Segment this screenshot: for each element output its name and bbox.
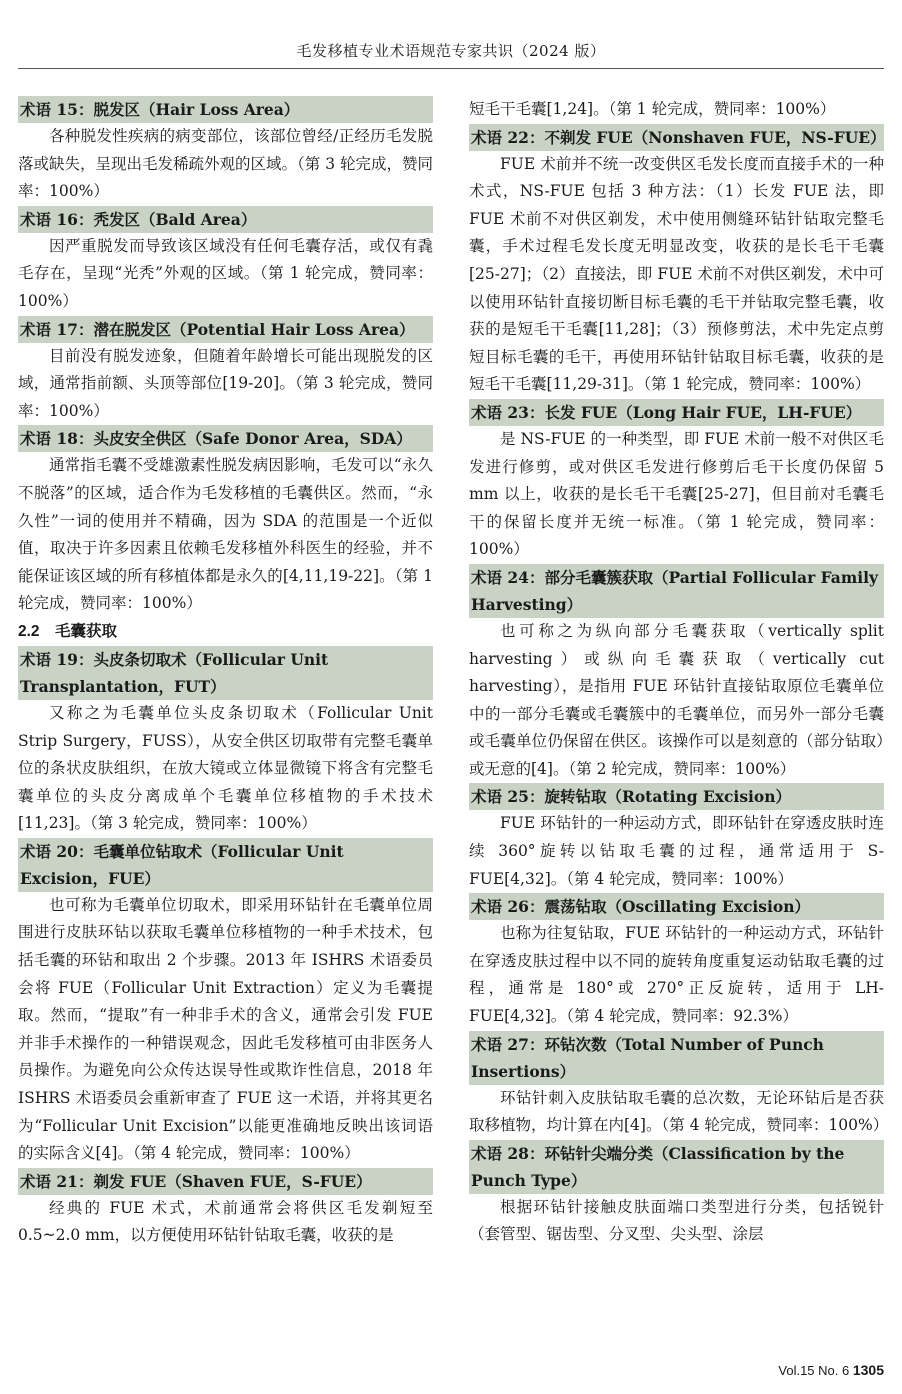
- running-header: 毛发移植专业术语规范专家共识（2024 版）: [296, 42, 606, 60]
- paragraph: 也可称为毛囊单位切取术，即采用环钻针在毛囊单位周围进行皮肤环钻以获取毛囊单位移植物的一种手术技术，包括毛囊的环钻和取出 2 个步骤。2013 年 ISHRS 术语委员会将 FUE（Follicular Unit Extraction）定义为毛囊提取。然而，“提取”有一种非手术的含义，通常会引发 FUE 并非手术操作的一种错误观念，因此毛发移植可由非医务人员操作。为避免向公众传达误导性或欺诈性信息，2018 年 ISHRS 术语委员会重新审查了 FUE 这一术语，并将其更名为“Follicular Unit Excision”以能更准确地反映出该词语的实际含义[4]。（第 4 轮完成，赞同率：100%）: [18, 895, 433, 1163]
- paragraph: 是 NS-FUE 的一种类型，即 FUE 术前一般不对供区毛发进行修剪，或对供区毛发进行修剪后毛干长度仍保留 5 mm 以上，收获的是长毛干毛囊[25-27]，但目前对毛囊毛干的保留长度并无统一标准。（第 1 轮完成，赞同率：100%）: [469, 429, 884, 559]
- paragraph: FUE 术前并不统一改变供区毛发长度而直接手术的一种术式，NS-FUE 包括 3 种方法：（1）长发 FUE 法，即 FUE 术前不对供区剃发，术中使用侧缝环钻针钻取完整毛囊，手术过程毛发长度无明显改变，收获的是长毛干毛囊[25-27]；（2）直接法，即 FUE 术前不对供区剃发，术中可以使用环钻针直接切断目标毛囊的毛干并钻取完整毛囊，收获的是短毛干毛囊[11,28]；（3）预修剪法，术中先定点剪短目标毛囊的毛干，再使用环钻针钻取目标毛囊，收获的是短毛干毛囊[11,29-31]。（第 1 轮完成，赞同率：100%）: [469, 154, 884, 394]
- term-heading: 术语 22：不剃发 FUE（Nonshaven FUE，NS-FUE）: [469, 124, 884, 151]
- paragraph: 根据环钻针接触皮肤面端口类型进行分类，包括锐针（套管型、锯齿型、分叉型、尖头型、涂层: [469, 1197, 884, 1244]
- section-heading: 2.2 毛囊获取: [18, 622, 118, 640]
- header-rule: [18, 68, 884, 69]
- paragraph: 经典的 FUE 术式，术前通常会将供区毛发剃短至 0.5~2.0 mm，以方便使用环钻针钻取毛囊，收获的是: [18, 1198, 433, 1245]
- page-footer: [778, 1362, 884, 1378]
- term-heading: 术语 21：剃发 FUE（Shaven FUE，S-FUE）: [18, 1168, 433, 1195]
- paragraph: 也称为往复钻取，FUE 环钻针的一种运动方式，环钻针在穿透皮肤过程中以不同的旋转角度重复运动钻取毛囊的过程，通常是 180°或 270°正反旋转，适用于 LH-FUE[4,32]。（第 4 轮完成，赞同率：92.3%）: [469, 924, 884, 1026]
- paragraph: 环钻针刺入皮肤钻取毛囊的总次数，无论环钻后是否获取移植物，均计算在内[4]。（第 4 轮完成，赞同率：100%）: [469, 1088, 889, 1135]
- term-heading: 术语 27：环钻次数（Total Number of Punch Insertions）: [469, 1031, 884, 1085]
- term-heading: 术语 17：潜在脱发区（Potential Hair Loss Area）: [18, 316, 433, 343]
- left-column: [18, 96, 433, 1250]
- paragraph: 因严重脱发而导致该区域没有任何毛囊存活，或仅有毳毛存在，呈现“光秃”外观的区域。（第 1 轮完成，赞同率：100%）: [18, 236, 433, 310]
- paragraph: 目前没有脱发迹象，但随着年龄增长可能出现脱发的区域，通常指前额、头顶等部位[19-20]。（第 3 轮完成，赞同率：100%）: [18, 346, 433, 420]
- right-column: [469, 96, 889, 1249]
- volume-info: Vol.15 No. 6: [778, 1363, 850, 1378]
- term-heading: 术语 15：脱发区（Hair Loss Area）: [18, 96, 433, 123]
- paragraph: FUE 环钻针的一种运动方式，即环钻针在穿透皮肤时连续 360°旋转以钻取毛囊的过程，通常适用于 S-FUE[4,32]。（第 4 轮完成，赞同率：100%）: [469, 814, 884, 888]
- paragraph: 短毛干毛囊[1,24]。（第 1 轮完成，赞同率：100%）: [469, 100, 836, 118]
- term-heading: 术语 26：震荡钻取（Oscillating Excision）: [469, 893, 884, 920]
- page-number: 1305: [852, 1362, 884, 1378]
- term-heading: 术语 16：秃发区（Bald Area）: [18, 206, 433, 233]
- paragraph: 各种脱发性疾病的病变部位，该部位曾经/正经历毛发脱落或缺失，呈现出毛发稀疏外观的区域。（第 3 轮完成，赞同率：100%）: [18, 127, 433, 201]
- paragraph: 也可称之为纵向部分毛囊获取（vertically split harvesting）或纵向毛囊获取（vertically cut harvesting），是指用 FUE 环钻针直接钻取原位毛囊单位中的一部分毛囊或毛囊簇中的毛囊单位，而另外一部分毛囊或毛囊单位仍保留在供区。该操作可以是刻意的（部分钻取）或无意的[4]。（第 2 轮完成，赞同率：100%）: [469, 621, 884, 778]
- term-heading: 术语 19：头皮条切取术（Follicular Unit Transplantation，FUT）: [18, 646, 433, 700]
- term-heading: 术语 25：旋转钻取（Rotating Excision）: [469, 783, 884, 810]
- term-heading: 术语 20：毛囊单位钻取术（Follicular Unit Excision，FUE）: [18, 838, 433, 892]
- term-heading: 术语 18：头皮安全供区（Safe Donor Area，SDA）: [18, 425, 433, 452]
- paragraph: 又称之为毛囊单位头皮条切取术（Follicular Unit Strip Surgery，FUSS），从安全供区切取带有完整毛囊单位的条状皮肤组织，在放大镜或立体显微镜下将含有完整毛囊单位的头皮分离成单个毛囊单位移植物的手术技术[11,23]。（第 3 轮完成，赞同率：100%）: [18, 703, 433, 833]
- term-heading: 术语 23：长发 FUE（Long Hair FUE，LH-FUE）: [469, 399, 884, 426]
- term-heading: 术语 28：环钻针尖端分类（Classification by the Punch Type）: [469, 1140, 884, 1194]
- paragraph: 通常指毛囊不受雄激素性脱发病因影响，毛发可以“永久不脱落”的区域，适合作为毛发移植的毛囊供区。然而，“永久性”一词的使用并不精确，因为 SDA 的范围是一个近似值，取决于许多因素且依赖毛发移植外科医生的经验，并不能保证该区域的所有移植体都是永久的[4,11,19-22]。（第 1 轮完成，赞同率：100%）: [18, 456, 433, 613]
- term-heading: 术语 24：部分毛囊簇获取（Partial Follicular Family Harvesting）: [469, 564, 884, 618]
